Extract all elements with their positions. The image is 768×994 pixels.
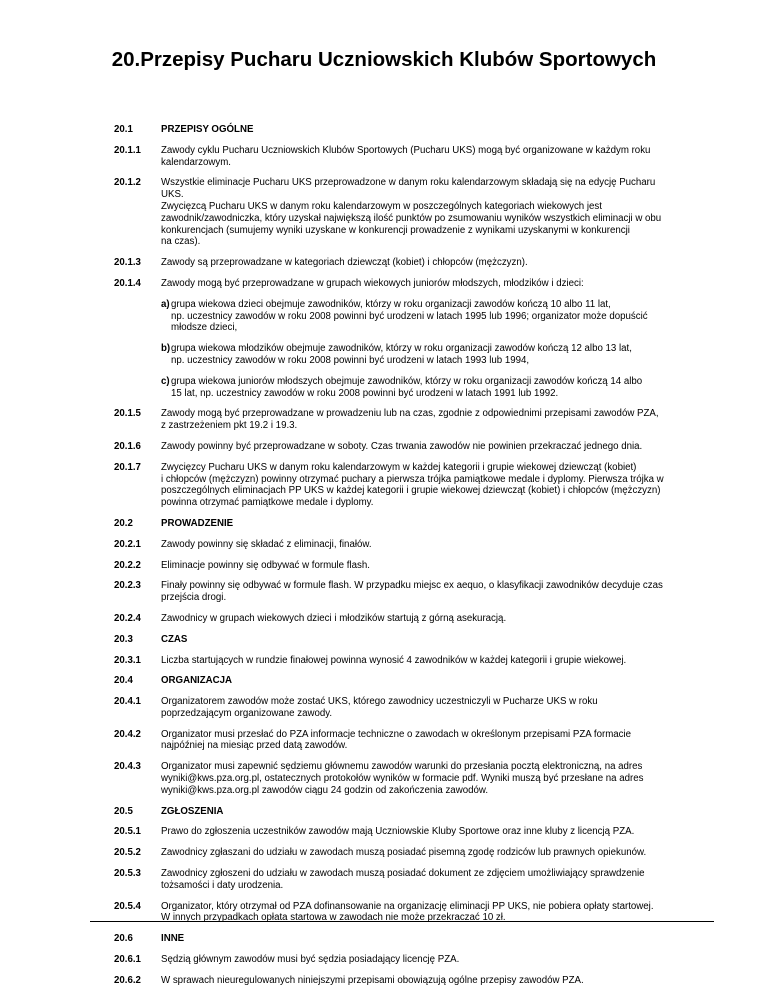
rule-number: 20.1.7 bbox=[114, 461, 141, 473]
rule-number: 20.1.2 bbox=[114, 177, 141, 189]
section-heading bbox=[114, 675, 714, 687]
rule-number: 20.5.1 bbox=[114, 826, 141, 838]
rule-number: 20.4.1 bbox=[114, 696, 141, 708]
section-heading bbox=[114, 806, 714, 818]
section-title: PRZEPISY OGÓLNE bbox=[161, 124, 254, 135]
rule-item bbox=[114, 462, 714, 509]
rule-number: 20.1.6 bbox=[114, 440, 141, 452]
rule-number: 20.4 bbox=[114, 675, 133, 687]
rule-number: 20.1.1 bbox=[114, 144, 141, 156]
rule-number: 20.6.2 bbox=[114, 974, 141, 986]
rule-item bbox=[114, 560, 714, 572]
rule-number: 20.2 bbox=[114, 517, 133, 529]
rule-text: Zawodnicy zgłoszeni do udziału w zawodach muszą posiadać dokument ze zdjęciem umożliwiający sprawdzenie tożsamości i daty urodzenia. bbox=[161, 868, 645, 891]
rule-item bbox=[114, 696, 714, 720]
section-heading bbox=[114, 518, 714, 530]
rule-number: 20.5 bbox=[114, 805, 133, 817]
rule-number: 20.2.4 bbox=[114, 612, 141, 624]
page-title: 20.Przepisy Pucharu Uczniowskich Klubów Sportowych bbox=[111, 48, 657, 71]
rule-text: Sędzią głównym zawodów musi być sędzia posiadający licencję PZA. bbox=[161, 954, 460, 966]
rule-item bbox=[114, 954, 714, 966]
subitem-label: a) bbox=[161, 298, 170, 310]
rule-text: Organizator musi przesłać do PZA informacje techniczne o zawodach w określonym przepisami PZA formacie najpóźniej na miesiąc przed datą zawodów. bbox=[161, 728, 632, 752]
rule-item bbox=[114, 729, 714, 753]
rule-subitem bbox=[161, 299, 714, 334]
rules-content bbox=[114, 124, 714, 987]
rule-number: 20.2.1 bbox=[114, 538, 141, 550]
rule-text: Prawo do zgłoszenia uczestników zawodów mają Uczniowskie Kluby Sportowe oraz inne kluby z licencją PZA. bbox=[161, 826, 635, 838]
rule-item bbox=[114, 613, 714, 625]
rule-number: 20.4.2 bbox=[114, 728, 141, 740]
rule-item bbox=[114, 826, 714, 838]
rule-item bbox=[114, 278, 714, 290]
rule-number: 20.1.5 bbox=[114, 408, 141, 420]
section-title: ZGŁOSZENIA bbox=[161, 805, 224, 817]
rule-text: Zawody są przeprowadzane w kategoriach dziewcząt (kobiet) i chłopców (mężczyzn). bbox=[161, 257, 528, 269]
rule-text: Zawody cyklu Pucharu Uczniowskich Klubów Sportowych (Pucharu UKS) mogą być organizowane w każdym roku kalendarzowym. bbox=[161, 144, 651, 168]
subitem-text: grupa wiekowa dzieci obejmuje zawodników, którzy w roku organizacji zawodów kończą 10 albo 11 lat, np. uczestnicy zawodów w roku 2008 powinni być urodzeni w latach 1995 lub 1996; organizator może dopuścić młodsze dzieci, bbox=[171, 298, 648, 334]
subitem-label: b) bbox=[161, 343, 171, 355]
section-heading bbox=[114, 124, 714, 136]
section-heading bbox=[114, 933, 714, 945]
rule-text: Finały powinny się odbywać w formule flash. W przypadku miejsc ex aequo, o klasyfikacji zawodników decyduje czas przejścia drogi. bbox=[161, 580, 663, 604]
section-title: PROWADZENIE bbox=[161, 517, 234, 529]
rule-text: Wszystkie eliminacje Pucharu UKS przeprowadzone w danym roku kalendarzowym składają się na edycję Pucharu UKS. Zwycięzcą Pucharu UKS w danym roku kalendarzowym w poszczególnych kategoriach wiekowych jest zawodnik/zawodniczka, który uzyskał największą ilość punktów po zsumowaniu wyników wszystkich eliminacji w obu konkurencjach (sumujemy wyniki uzyskane w konkurencji prowadzenie z wynikami uzyskanymi w konkurencji na czas). bbox=[161, 177, 662, 248]
rule-text: Zawody powinny się składać z eliminacji, finałów. bbox=[161, 538, 372, 550]
rule-number: 20.4.3 bbox=[114, 761, 141, 773]
subitem-label: c) bbox=[161, 375, 170, 387]
rule-number: 20.1.4 bbox=[114, 277, 141, 289]
rule-text: Zawody powinny być przeprowadzane w soboty. Czas trwania zawodów nie powinien przekraczać jednego dnia. bbox=[161, 440, 643, 452]
rule-item bbox=[114, 257, 714, 269]
rule-number: 20.1 bbox=[114, 124, 133, 135]
rule-item bbox=[114, 975, 714, 987]
rule-item bbox=[114, 655, 714, 667]
rule-subitem bbox=[161, 343, 714, 367]
rule-item bbox=[114, 441, 714, 453]
subitem-text: grupa wiekowa młodzików obejmuje zawodników, którzy w roku organizacji zawodów kończą 12 albo 13 lat, np. uczestnicy zawodów w roku 2008 powinni być urodzeni w latach 1993 lub 1994, bbox=[171, 343, 632, 366]
rule-item bbox=[114, 761, 714, 796]
subitem-text: grupa wiekowa juniorów młodszych obejmuje zawodników, którzy w roku organizacji zawodów kończą 14 albo 15 lat, np. uczestnicy zawodów w roku 2008 powinni być urodzeni w latach 1991 lub 1992. bbox=[171, 375, 643, 399]
rule-item bbox=[114, 580, 714, 604]
rule-subitem bbox=[161, 376, 714, 400]
rule-text: Zawodnicy w grupach wiekowych dzieci i młodzików startują z górną asekuracją. bbox=[161, 612, 507, 624]
rule-number: 20.2.3 bbox=[114, 580, 141, 592]
rule-text: Zawody mogą być przeprowadzane w prowadzeniu lub na czas, zgodnie z odpowiednimi przepisami zawodów PZA, z zastrzeżeniem pkt 19.2 i 19.3. bbox=[161, 408, 659, 432]
rule-number: 20.5.2 bbox=[114, 847, 141, 859]
rule-number: 20.6 bbox=[114, 933, 133, 945]
rule-number: 20.3 bbox=[114, 633, 133, 645]
rule-item bbox=[114, 868, 714, 892]
footer-divider bbox=[90, 921, 714, 922]
rule-text: Organizator, który otrzymał od PZA dofinansowanie na organizację eliminacji PP UKS, nie pobiera opłaty startowej. W innych przypadkach opłata startowa w zawodach nie może przekraczać 10 zł. bbox=[161, 900, 654, 924]
rule-item bbox=[114, 847, 714, 859]
rule-text: W sprawach nieuregulowanych niniejszymi przepisami obowiązują ogólne przepisy zawodów PZA. bbox=[161, 974, 584, 986]
rule-number: 20.6.1 bbox=[114, 954, 141, 966]
rule-item bbox=[114, 539, 714, 551]
rule-number: 20.5.3 bbox=[114, 868, 141, 880]
rule-item bbox=[114, 177, 714, 248]
section-title: ORGANIZACJA bbox=[161, 675, 233, 687]
rule-text: Zawodnicy zgłaszani do udziału w zawodach muszą posiadać pisemną zgodę rodziców lub prawnych opiekunów. bbox=[161, 847, 647, 859]
section-title: INNE bbox=[161, 933, 185, 945]
rule-number: 20.1.3 bbox=[114, 257, 141, 269]
rule-text: Organizator musi zapewnić sędziemu głównemu zawodów warunki do przesłania pocztą elektroniczną, na adres wyniki@kws.pza.org.pl, ostatecznych protokołów wyników w formacie pdf. Wyniki muszą być przesłane na adres wyniki@kws.pza.org.pl zawodów ciągu 24 godzin od zakończenia zawodów. bbox=[161, 761, 644, 796]
rule-number: 20.2.2 bbox=[114, 559, 141, 571]
rule-number: 20.3.1 bbox=[114, 654, 141, 666]
section-title: CZAS bbox=[161, 633, 188, 645]
rule-item bbox=[114, 408, 714, 432]
rule-text: Zawody mogą być przeprowadzane w grupach wiekowych juniorów młodszych, młodzików i dzieci: bbox=[161, 277, 584, 289]
rule-number: 20.5.4 bbox=[114, 900, 141, 912]
rule-text: Zwycięzcy Pucharu UKS w danym roku kalendarzowym w każdej kategorii i grupie wiekowej dziewcząt (kobiet) i chłopców (mężczyzn) powinny otrzymać puchary a pierwsza trójka pamiątkowe medale i dyplomy. Pierwsza trójka w poszczególnych eliminacjach PP UKS w każdej kategorii i grupie wiekowej dziewcząt (kobiet) i chłopców (mężczyzn) powinna otrzymać pamiątkowe medale i dyplomy. bbox=[161, 461, 664, 509]
section-heading bbox=[114, 634, 714, 646]
rule-text: Organizatorem zawodów może zostać UKS, którego zawodnicy uczestniczyli w Pucharze UKS w roku poprzedzającym organizowane zawody. bbox=[161, 696, 598, 719]
rule-text: Eliminacje powinny się odbywać w formule flash. bbox=[161, 559, 370, 571]
rule-text: Liczba startujących w rundzie finałowej powinna wynosić 4 zawodników w każdej kategorii i grupie wiekowej. bbox=[161, 654, 627, 666]
rule-item bbox=[114, 145, 714, 169]
